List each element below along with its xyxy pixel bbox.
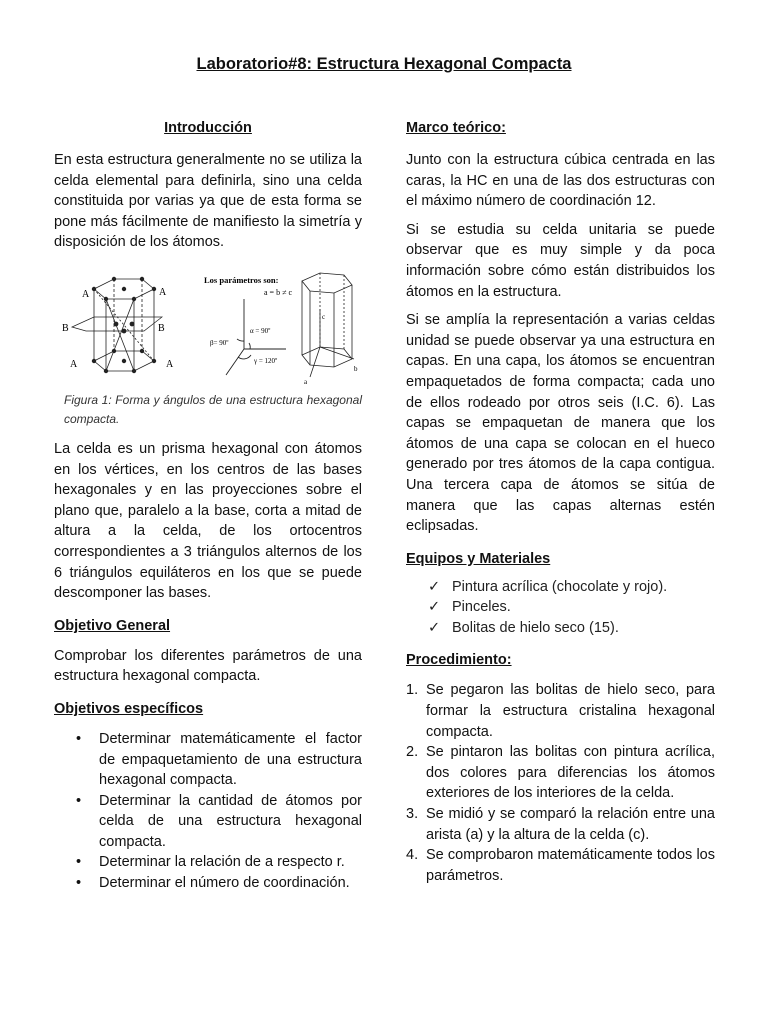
equipos-heading: Equipos y Materiales [406, 550, 551, 567]
layer-label-a-bottom-right: A [166, 358, 174, 370]
left-column [54, 118, 362, 894]
checkmark-icon: ✓ [428, 599, 441, 616]
hexagonal-structure-diagram [54, 269, 362, 387]
intro-heading: Introducción [164, 120, 252, 136]
list-item: ✓ Pintura acrílica (chocolate y rojo). [406, 577, 715, 598]
bullet-icon: • [76, 730, 82, 747]
list-item: • Determinar la relación de a respecto r. [54, 852, 362, 873]
list-item: 4. Se comprobaron matemáticamente todos los parámetros. [406, 847, 715, 884]
procedimiento-heading: Procedimiento: [406, 652, 512, 669]
axis-label-b: b [354, 364, 358, 373]
marco-paragraph-3: Si se amplía la representación a varias celdas unidad se puede observar ya una estructura en capas. En una capa, los átomos se encuentran empaquetados de forma compacta; cada uno de ellos rodeado por otros seis (I.C. 6). Las capas se empaquetan de manera que los átomos de una capa se colocan en el hueco generado por tres átomos de la capa contigua. Una tercera capa de átomos se sitúa de manera que las capas alternas estén eclipsadas. [406, 312, 715, 535]
hexagonal-structure-figure [54, 269, 362, 387]
list-item: ✓ Bolitas de hielo seco (15). [406, 618, 715, 639]
angle-alpha: α = 90º [250, 326, 271, 335]
objetivos-especificos-heading: Objetivos específicos [54, 700, 204, 717]
list-item: 2. Se pintaron las bolitas con pintura acrílica, dos colores para diferencias los átomos exteriores de los interiores de la celda. [406, 744, 715, 802]
list-item: 3. Se midió y se comparó la relación entre una arista (a) y la altura de la celda (c). [406, 806, 715, 843]
layer-label-b-right: B [158, 322, 165, 334]
cell-description-paragraph: La celda es un prisma hexagonal con átomos en los vértices, en los centros de las bases hexagonales y en las proyecciones sobre el plano que, paralelo a la base, corta a mitad de altura a la celda, de los ortocentros correspondientes a 3 triángulos alternos de los 6 triángulos equiláteros en los que se puede descomponer las bases. [54, 440, 362, 602]
angle-gamma: γ = 120º [254, 356, 278, 365]
single-prism-drawing [302, 273, 354, 377]
list-item: • Determinar matemáticamente el factor de empaquetamiento de una estructura hexagonal compacta. [76, 730, 362, 789]
layer-label-a-bottom-left: A [70, 358, 78, 370]
marco-paragraph-2: Si se estudia su celda unitaria se puede observar que es muy simple y da poca información sobre cómo están distribuidos los átomos en la estructura. [406, 221, 715, 300]
angle-beta: β= 90º [210, 338, 229, 347]
marco-teorico-heading: Marco teórico: [406, 120, 506, 136]
bullet-icon: • [76, 875, 82, 892]
figure-caption: Figura 1: Forma y ángulos de una estructura hexagonal compacta. [64, 392, 362, 426]
layer-label-a-top-right: A [159, 286, 167, 298]
list-item: 1. Se pegaron las bolitas de hielo seco, para formar la estructura cristalina hexagonal compacta. [406, 682, 715, 740]
bullet-icon: • [76, 792, 82, 809]
list-item: ✓ Pinceles. [406, 597, 715, 618]
layer-label-b-left: B [62, 322, 69, 334]
axis-label-a: a [304, 377, 308, 386]
procedimiento-list [406, 680, 715, 886]
checkmark-icon: ✓ [428, 578, 441, 595]
params-equation: a = b ≠ c [264, 287, 293, 297]
objetivo-general-paragraph: Comprobar los diferentes parámetros de una estructura hexagonal compacta. [54, 647, 362, 685]
objetivos-especificos-list [54, 729, 362, 894]
bullet-icon: • [76, 854, 82, 871]
marco-paragraph-1: Junto con la estructura cúbica centrada en las caras, la HC en una de las dos estructuras con el máximo número de coordinación 12. [406, 152, 715, 210]
params-title: Los parámetros son: [204, 274, 279, 285]
list-item: • Determinar el número de coordinación. [54, 873, 362, 894]
right-column [406, 118, 715, 886]
intro-paragraph: En esta estructura generalmente no se utiliza la celda elemental para definirla, sino una celda constituida por varias ya que de esta forma se pone más fácilmente de manifiesto la simetría y disposición de los átomos. [54, 152, 362, 251]
list-item: • Determinar la cantidad de átomos por celda de una estructura hexagonal compacta. [76, 792, 362, 850]
axis-label-c: c [322, 312, 326, 321]
objetivo-general-heading: Objetivo General [54, 617, 171, 634]
layer-label-a-top-left: A [82, 288, 90, 300]
checkmark-icon: ✓ [428, 619, 441, 636]
equipos-list [406, 577, 715, 639]
document-title: Laboratorio#8: Estructura Hexagonal Compacta [196, 55, 572, 73]
